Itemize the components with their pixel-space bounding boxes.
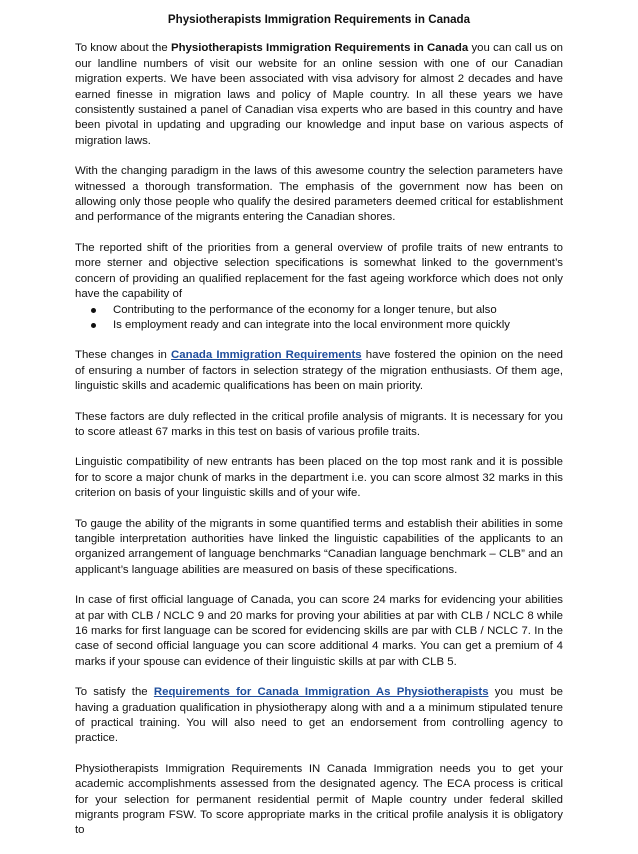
paragraph-intro [75, 41, 563, 149]
satisfy-text-end: you must be having a graduation qualification in physiotherapy along with and a a minimum stipulated tenure of practical training. You will also need to get an endorsement from controlling agency to practice. [75, 686, 563, 745]
paragraph-linguistic: Linguistic compatibility of new entrants has been placed on the top most rank and it is possible for to score a major chunk of marks in the department i.e. you can score almost 32 marks in this criterion on basis of your linguistic skills and of your wife. [75, 456, 563, 500]
paragraph-gauge: To gauge the ability of the migrants in some quantified terms and establish their abilities in some tangible interpretation authorities have linked the linguistic capabilities of the applicants to an organized arrangement of language benchmarks “Canadian language benchmark – CLB” and an applicant’s language abilities are measured on basis of these specifications. [75, 517, 563, 576]
paragraph-priorities: The reported shift of the priorities from a general overview of profile traits of new entrants to more sterner and objective selection specifications is somewhat linked to the government’s concern of providing an qualified replacement for the fast ageing workforce which does not only have the capability of [75, 241, 563, 301]
list-item [75, 303, 563, 318]
list-item-text: Contributing to the performance of the economy for a longer tenure, but also [113, 303, 497, 316]
paragraph-satisfy [75, 685, 563, 747]
page-title: Physiotherapists Immigration Requirements in Canada [167, 13, 471, 26]
intro-text-end: you can call us on our landline numbers of visit our website for an online session with one of our Canadian migration experts. We have been associated with visa advisory for almost 2 decades and have earned finesse in migration laws and policy of Maple country. In all these years we have consistently sustained a panel of Canadian visa experts who are based in this country and have been pivotal in updating and upgrading our knowledge and input base on various aspects of migration laws. [75, 42, 563, 147]
paragraph-paradigm: With the changing paradigm in the laws of this awesome country the selection parameters have witnessed a thorough transformation. The emphasis of the government now has been on allowing only those people who qualify the desired parameters deemed critical for establishment and performance of the migrants entering the Canadian shores. [75, 165, 563, 224]
list-item [75, 318, 563, 333]
physiotherapists-requirements-link[interactable]: Requirements for Canada Immigration As Physiotherapists [153, 686, 489, 699]
bullet-icon [91, 323, 96, 328]
satisfy-text-start: To satisfy the [75, 686, 154, 699]
intro-bold-phrase: Physiotherapists Immigration Requirements in Canada [170, 42, 469, 55]
changes-text-end: have fostered the opinion on the need of ensuring a number of factors in selection strategy of the migration enthusiasts. Of them age, linguistic skills and academic qualifications has been on main priority. [75, 349, 563, 393]
paragraph-changes [75, 348, 563, 394]
bullet-list [75, 303, 563, 334]
document-page [75, 12, 563, 854]
paragraph-first-language: In case of first official language of Canada, you can score 24 marks for evidencing your abilities at par with CLB / NCLC 9 and 20 marks for proving your abilities at par with CLB / NCLC 8 while 16 marks for first language can be scored for evidencing skills are par with CLB / NCLC 7. In the case of second official language you can score additional 4 marks. You can get a premium of 4 marks if your spouse can evidence of their linguistic skills at par with CLB 5. [75, 594, 563, 668]
bullet-icon [91, 308, 96, 313]
list-item-text: Is employment ready and can integrate into the local environment more quickly [113, 318, 510, 331]
paragraph-eca: Physiotherapists Immigration Requirements IN Canada Immigration needs you to get your academic accomplishments assessed from the designated agency. The ECA process is critical for your selection for permanent residential permit of Maple country under federal skilled migrants program FSW. To score appropriate marks in the critical profile analysis it is obligatory to [75, 762, 563, 837]
paragraph-factors: These factors are duly reflected in the critical profile analysis of migrants. It is necessary for you to score atleast 67 marks in this test on basis of various profile traits. [75, 410, 563, 438]
changes-text-start: These changes in [75, 349, 172, 362]
intro-text-start: To know about the [75, 42, 171, 55]
canada-immigration-requirements-link[interactable]: Canada Immigration Requirements [171, 349, 362, 362]
